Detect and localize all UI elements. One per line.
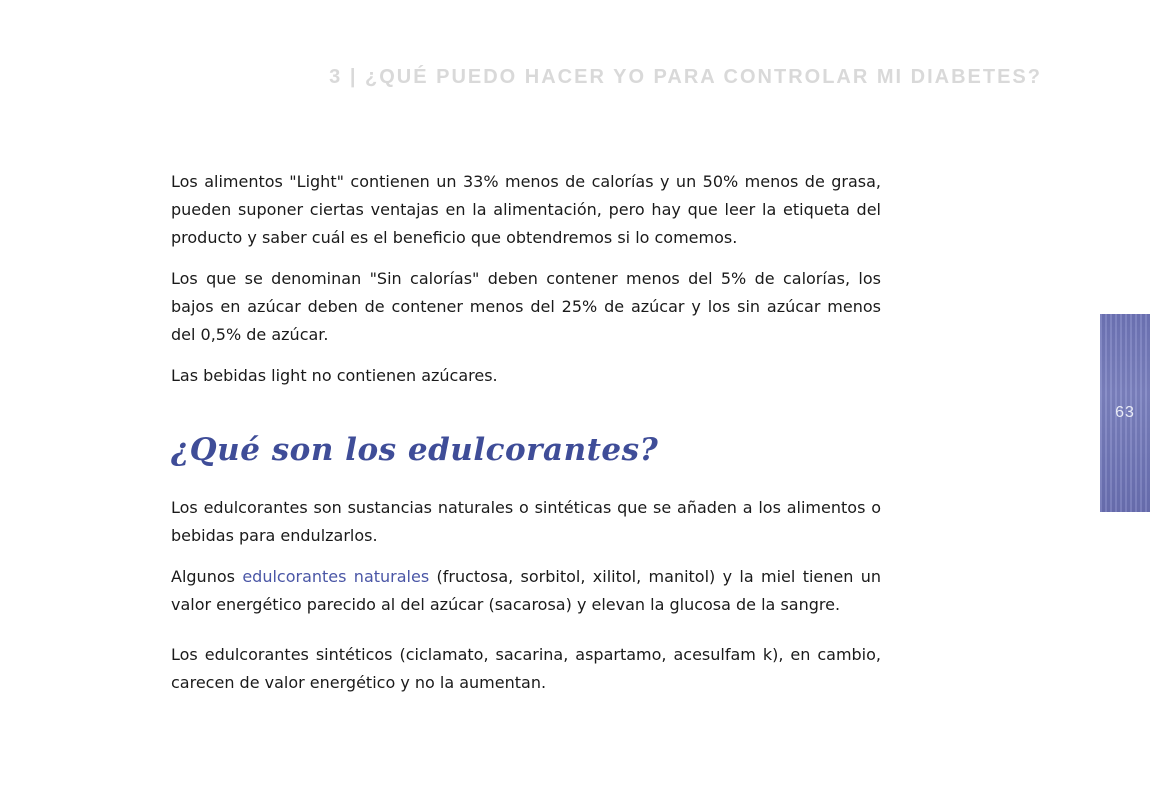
paragraph-synthetic-sweeteners: Los edulcorantes sintéticos (ciclamato, sacarina, aspartamo, acesulfam k), en cambio, carecen de valor energético y no la aumentan. xyxy=(171,645,881,692)
paragraph-edulcorantes-def: Los edulcorantes son sustancias naturales o sintéticas que se añaden a los alimentos o bebidas para endulzarlos. xyxy=(171,498,881,545)
paragraph-suffix: (fructosa, sorbitol, xilitol, manitol) y la miel tienen un valor energético parecido al del azúcar (sacarosa) y elevan la glucosa de la sangre. xyxy=(171,567,882,614)
highlighted-term: edulcorantes naturales xyxy=(242,567,430,586)
page-tab xyxy=(1100,314,1150,512)
paragraph-natural-sweeteners xyxy=(171,563,881,619)
section-heading: ¿Qué son los edulcorantes? xyxy=(171,432,659,468)
paragraph-light-drinks: Las bebidas light no contienen azúcares. xyxy=(171,366,498,385)
paragraph-light-foods: Los alimentos "Light" contienen un 33% menos de calorías y un 50% menos de grasa, pueden suponer ciertas ventajas en la alimentación, pero hay que leer la etiqueta del producto y saber cuál es el beneficio que obtendremos si lo comemos. xyxy=(171,172,881,247)
chapter-header: 3 | ¿QUÉ PUEDO HACER YO PARA CONTROLAR MI DIABETES? xyxy=(329,66,1042,88)
page-number: 63 xyxy=(1115,404,1135,421)
page-content xyxy=(171,168,881,710)
paragraph-sin-calorias: Los que se denominan "Sin calorías" deben contener menos del 5% de calorías, los bajos en azúcar deben de contener menos del 25% de azúcar y los sin azúcar menos del 0,5% de azúcar. xyxy=(171,269,881,344)
paragraph-prefix: Algunos xyxy=(171,567,243,586)
